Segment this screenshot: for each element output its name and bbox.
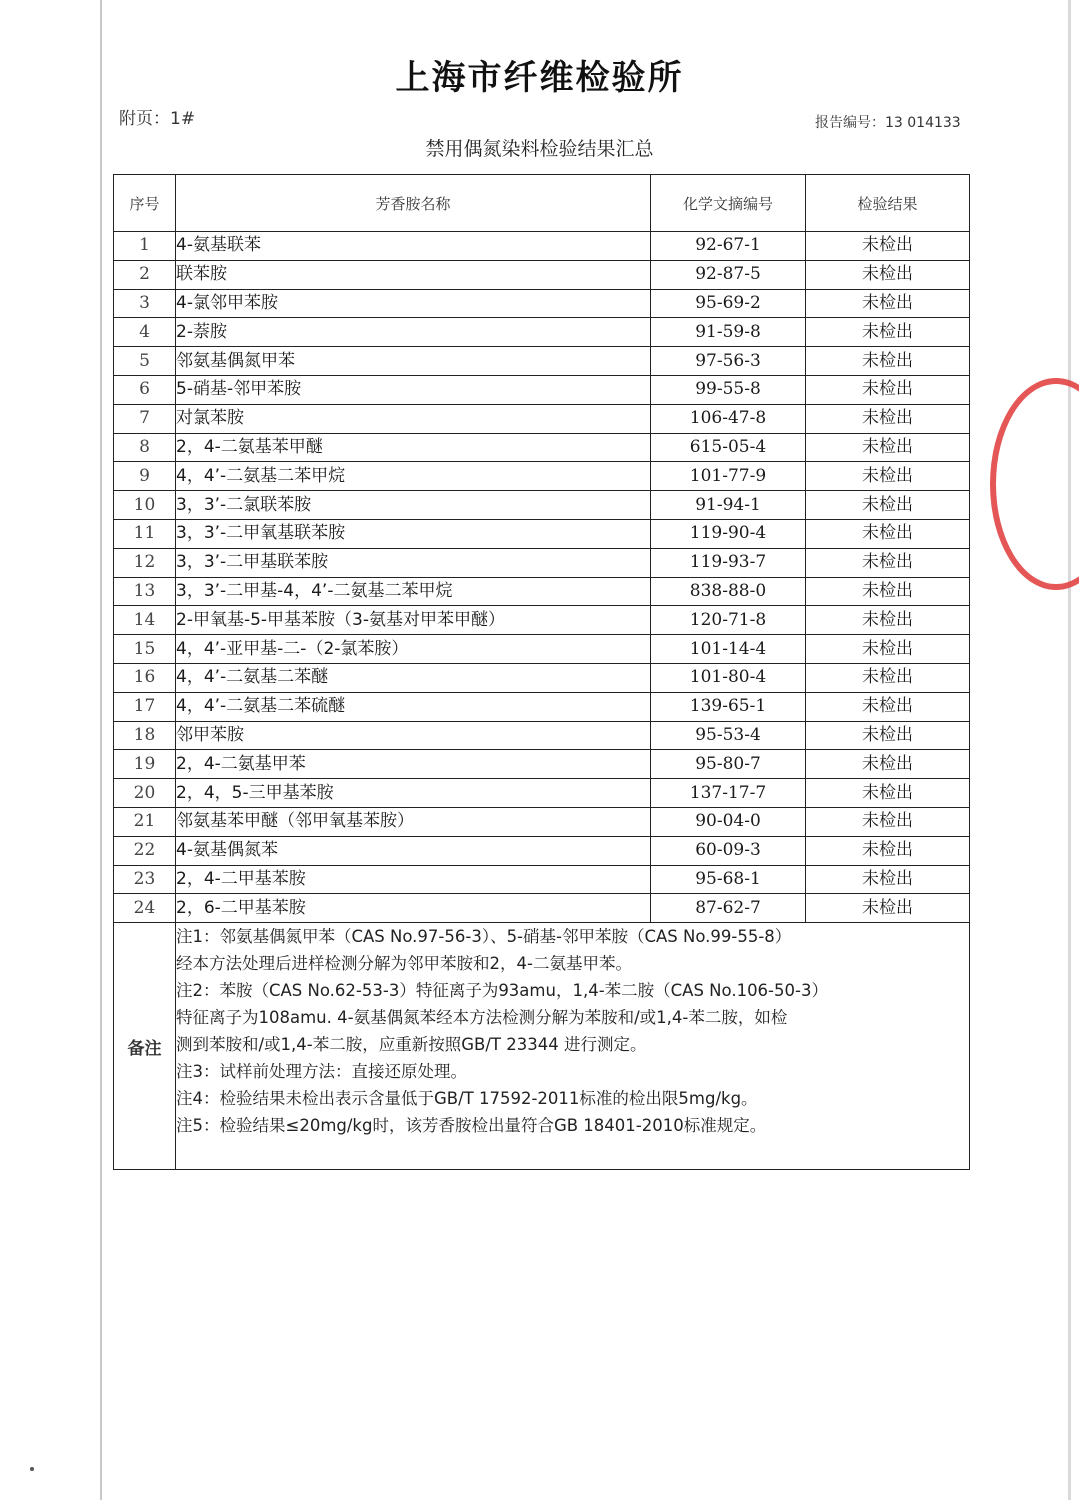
seq-cell: 16 bbox=[114, 663, 176, 692]
remark-line: 经本方法处理后进样检测分解为邻甲苯胺和2，4-二氨基甲苯。 bbox=[176, 954, 632, 974]
seq-cell: 19 bbox=[114, 750, 176, 779]
table-row bbox=[114, 289, 970, 318]
scan-speck bbox=[30, 1467, 34, 1471]
scan-edge-right bbox=[1068, 0, 1071, 1500]
result-cell: 未检出 bbox=[806, 606, 970, 635]
table-row bbox=[114, 519, 970, 548]
seq-cell: 12 bbox=[114, 548, 176, 577]
result-cell: 未检出 bbox=[806, 894, 970, 923]
amine-name-cell: 5-硝基-邻甲苯胺 bbox=[176, 375, 651, 404]
result-cell: 未检出 bbox=[806, 462, 970, 491]
table-row bbox=[114, 779, 970, 808]
seq-cell: 14 bbox=[114, 606, 176, 635]
table-row bbox=[114, 347, 970, 376]
table-row bbox=[114, 548, 970, 577]
seq-cell: 17 bbox=[114, 692, 176, 721]
seq-cell: 7 bbox=[114, 404, 176, 433]
remark-line: 注3：试样前处理方法：直接还原处理。 bbox=[176, 1062, 467, 1082]
result-cell: 未检出 bbox=[806, 807, 970, 836]
table-body bbox=[114, 232, 970, 923]
cas-number-cell: 119-93-7 bbox=[651, 548, 806, 577]
cas-number-cell: 615-05-4 bbox=[651, 433, 806, 462]
table-row bbox=[114, 894, 970, 923]
seq-cell: 15 bbox=[114, 635, 176, 664]
table-row bbox=[114, 375, 970, 404]
cas-number-cell: 101-80-4 bbox=[651, 663, 806, 692]
table-row bbox=[114, 404, 970, 433]
amine-name-cell: 2，4-二甲基苯胺 bbox=[176, 865, 651, 894]
seq-cell: 5 bbox=[114, 347, 176, 376]
amine-name-cell: 3，3’-二甲基联苯胺 bbox=[176, 548, 651, 577]
seq-cell: 13 bbox=[114, 577, 176, 606]
amine-name-cell: 3，3’-二甲氧基联苯胺 bbox=[176, 519, 651, 548]
result-cell: 未检出 bbox=[806, 375, 970, 404]
cas-number-cell: 95-80-7 bbox=[651, 750, 806, 779]
seq-cell: 23 bbox=[114, 865, 176, 894]
result-cell: 未检出 bbox=[806, 750, 970, 779]
table-row bbox=[114, 663, 970, 692]
result-cell: 未检出 bbox=[806, 404, 970, 433]
table-row bbox=[114, 232, 970, 261]
header-result: 检验结果 bbox=[806, 175, 970, 232]
table-row bbox=[114, 433, 970, 462]
seq-cell: 6 bbox=[114, 375, 176, 404]
table-row bbox=[114, 606, 970, 635]
table-row bbox=[114, 491, 970, 520]
seq-cell: 3 bbox=[114, 289, 176, 318]
amine-name-cell: 4-氯邻甲苯胺 bbox=[176, 289, 651, 318]
seq-cell: 24 bbox=[114, 894, 176, 923]
amine-name-cell: 3，3’-二甲基-4，4’-二氨基二苯甲烷 bbox=[176, 577, 651, 606]
remark-line: 注1：邻氨基偶氮甲苯（CAS No.97-56-3）、5-硝基-邻甲苯胺（CAS No.99-55-8） bbox=[176, 927, 792, 947]
cas-number-cell: 95-68-1 bbox=[651, 865, 806, 894]
cas-number-cell: 92-87-5 bbox=[651, 260, 806, 289]
cas-number-cell: 101-14-4 bbox=[651, 635, 806, 664]
seq-cell: 20 bbox=[114, 779, 176, 808]
scan-edge-left bbox=[100, 0, 102, 1500]
header-cas: 化学文摘编号 bbox=[651, 175, 806, 232]
cas-number-cell: 87-62-7 bbox=[651, 894, 806, 923]
amine-name-cell: 2-萘胺 bbox=[176, 318, 651, 347]
table-row bbox=[114, 750, 970, 779]
table-row bbox=[114, 692, 970, 721]
result-cell: 未检出 bbox=[806, 779, 970, 808]
amine-name-cell: 2-甲氧基-5-甲基苯胺（3-氨基对甲苯甲醚） bbox=[176, 606, 651, 635]
table-row bbox=[114, 865, 970, 894]
header-name: 芳香胺名称 bbox=[176, 175, 651, 232]
results-table bbox=[113, 174, 970, 1170]
remarks-label: 备注 bbox=[114, 923, 176, 1170]
seq-cell: 10 bbox=[114, 491, 176, 520]
report-number: 报告编号：13 014133 bbox=[815, 115, 961, 131]
cas-number-cell: 101-77-9 bbox=[651, 462, 806, 491]
cas-number-cell: 91-59-8 bbox=[651, 318, 806, 347]
table-row bbox=[114, 577, 970, 606]
amine-name-cell: 4，4’-二氨基二苯甲烷 bbox=[176, 462, 651, 491]
remark-line: 特征离子为108amu. 4-氨基偶氮苯经本方法检测分解为苯胺和/或1,4-苯二胺，如检 bbox=[176, 1008, 788, 1028]
table-row bbox=[114, 462, 970, 491]
cas-number-cell: 97-56-3 bbox=[651, 347, 806, 376]
seq-cell: 11 bbox=[114, 519, 176, 548]
result-cell: 未检出 bbox=[806, 721, 970, 750]
seq-cell: 2 bbox=[114, 260, 176, 289]
cas-number-cell: 91-94-1 bbox=[651, 491, 806, 520]
amine-name-cell: 2，4，5-三甲基苯胺 bbox=[176, 779, 651, 808]
cas-number-cell: 90-04-0 bbox=[651, 807, 806, 836]
result-cell: 未检出 bbox=[806, 289, 970, 318]
attachment-label: 附页：1# bbox=[119, 109, 196, 129]
cas-number-cell: 95-53-4 bbox=[651, 721, 806, 750]
cas-number-cell: 95-69-2 bbox=[651, 289, 806, 318]
table-row bbox=[114, 318, 970, 347]
amine-name-cell: 联苯胺 bbox=[176, 260, 651, 289]
amine-name-cell: 邻甲苯胺 bbox=[176, 721, 651, 750]
document-title: 上海市纤维检验所 bbox=[395, 58, 684, 98]
red-seal-stamp bbox=[990, 378, 1079, 590]
seq-cell: 1 bbox=[114, 232, 176, 261]
cas-number-cell: 92-67-1 bbox=[651, 232, 806, 261]
amine-name-cell: 4，4’-二氨基二苯硫醚 bbox=[176, 692, 651, 721]
amine-name-cell: 4-氨基联苯 bbox=[176, 232, 651, 261]
result-cell: 未检出 bbox=[806, 692, 970, 721]
result-cell: 未检出 bbox=[806, 519, 970, 548]
result-cell: 未检出 bbox=[806, 232, 970, 261]
amine-name-cell: 邻氨基偶氮甲苯 bbox=[176, 347, 651, 376]
document-subtitle: 禁用偶氮染料检验结果汇总 bbox=[425, 138, 654, 160]
seq-cell: 9 bbox=[114, 462, 176, 491]
table-row bbox=[114, 635, 970, 664]
cas-number-cell: 119-90-4 bbox=[651, 519, 806, 548]
table-row bbox=[114, 807, 970, 836]
amine-name-cell: 2，4-二氨基甲苯 bbox=[176, 750, 651, 779]
amine-name-cell: 2，6-二甲基苯胺 bbox=[176, 894, 651, 923]
remark-line: 注2：苯胺（CAS No.62-53-3）特征离子为93amu，1,4-苯二胺（CAS No.106-50-3） bbox=[176, 981, 828, 1001]
cas-number-cell: 120-71-8 bbox=[651, 606, 806, 635]
cas-number-cell: 137-17-7 bbox=[651, 779, 806, 808]
result-cell: 未检出 bbox=[806, 865, 970, 894]
result-cell: 未检出 bbox=[806, 433, 970, 462]
cas-number-cell: 60-09-3 bbox=[651, 836, 806, 865]
cas-number-cell: 838-88-0 bbox=[651, 577, 806, 606]
result-cell: 未检出 bbox=[806, 347, 970, 376]
seq-cell: 22 bbox=[114, 836, 176, 865]
seq-cell: 18 bbox=[114, 721, 176, 750]
amine-name-cell: 4-氨基偶氮苯 bbox=[176, 836, 651, 865]
result-cell: 未检出 bbox=[806, 318, 970, 347]
amine-name-cell: 对氯苯胺 bbox=[176, 404, 651, 433]
table-header-row bbox=[114, 175, 970, 232]
table-row bbox=[114, 721, 970, 750]
result-cell: 未检出 bbox=[806, 260, 970, 289]
remark-line: 注5：检验结果≤20mg/kg时，该芳香胺检出量符合GB 18401-2010标准规定。 bbox=[176, 1116, 767, 1136]
table-row bbox=[114, 260, 970, 289]
amine-name-cell: 4，4’-亚甲基-二-（2-氯苯胺） bbox=[176, 635, 651, 664]
cas-number-cell: 139-65-1 bbox=[651, 692, 806, 721]
amine-name-cell: 邻氨基苯甲醚（邻甲氧基苯胺） bbox=[176, 807, 651, 836]
result-cell: 未检出 bbox=[806, 663, 970, 692]
result-cell: 未检出 bbox=[806, 836, 970, 865]
remarks-body bbox=[176, 923, 970, 1170]
cas-number-cell: 106-47-8 bbox=[651, 404, 806, 433]
remark-line: 测到苯胺和/或1,4-苯二胺，应重新按照GB/T 23344 进行测定。 bbox=[176, 1035, 647, 1055]
seq-cell: 21 bbox=[114, 807, 176, 836]
amine-name-cell: 2，4-二氨基苯甲醚 bbox=[176, 433, 651, 462]
remark-line: 注4：检验结果未检出表示含量低于GB/T 17592-2011标准的检出限5mg/kg。 bbox=[176, 1089, 758, 1109]
result-cell: 未检出 bbox=[806, 577, 970, 606]
header-seq: 序号 bbox=[114, 175, 176, 232]
table-row bbox=[114, 836, 970, 865]
seq-cell: 4 bbox=[114, 318, 176, 347]
amine-name-cell: 3，3’-二氯联苯胺 bbox=[176, 491, 651, 520]
result-cell: 未检出 bbox=[806, 548, 970, 577]
cas-number-cell: 99-55-8 bbox=[651, 375, 806, 404]
remarks-row bbox=[114, 923, 970, 1170]
seq-cell: 8 bbox=[114, 433, 176, 462]
amine-name-cell: 4，4’-二氨基二苯醚 bbox=[176, 663, 651, 692]
result-cell: 未检出 bbox=[806, 635, 970, 664]
result-cell: 未检出 bbox=[806, 491, 970, 520]
